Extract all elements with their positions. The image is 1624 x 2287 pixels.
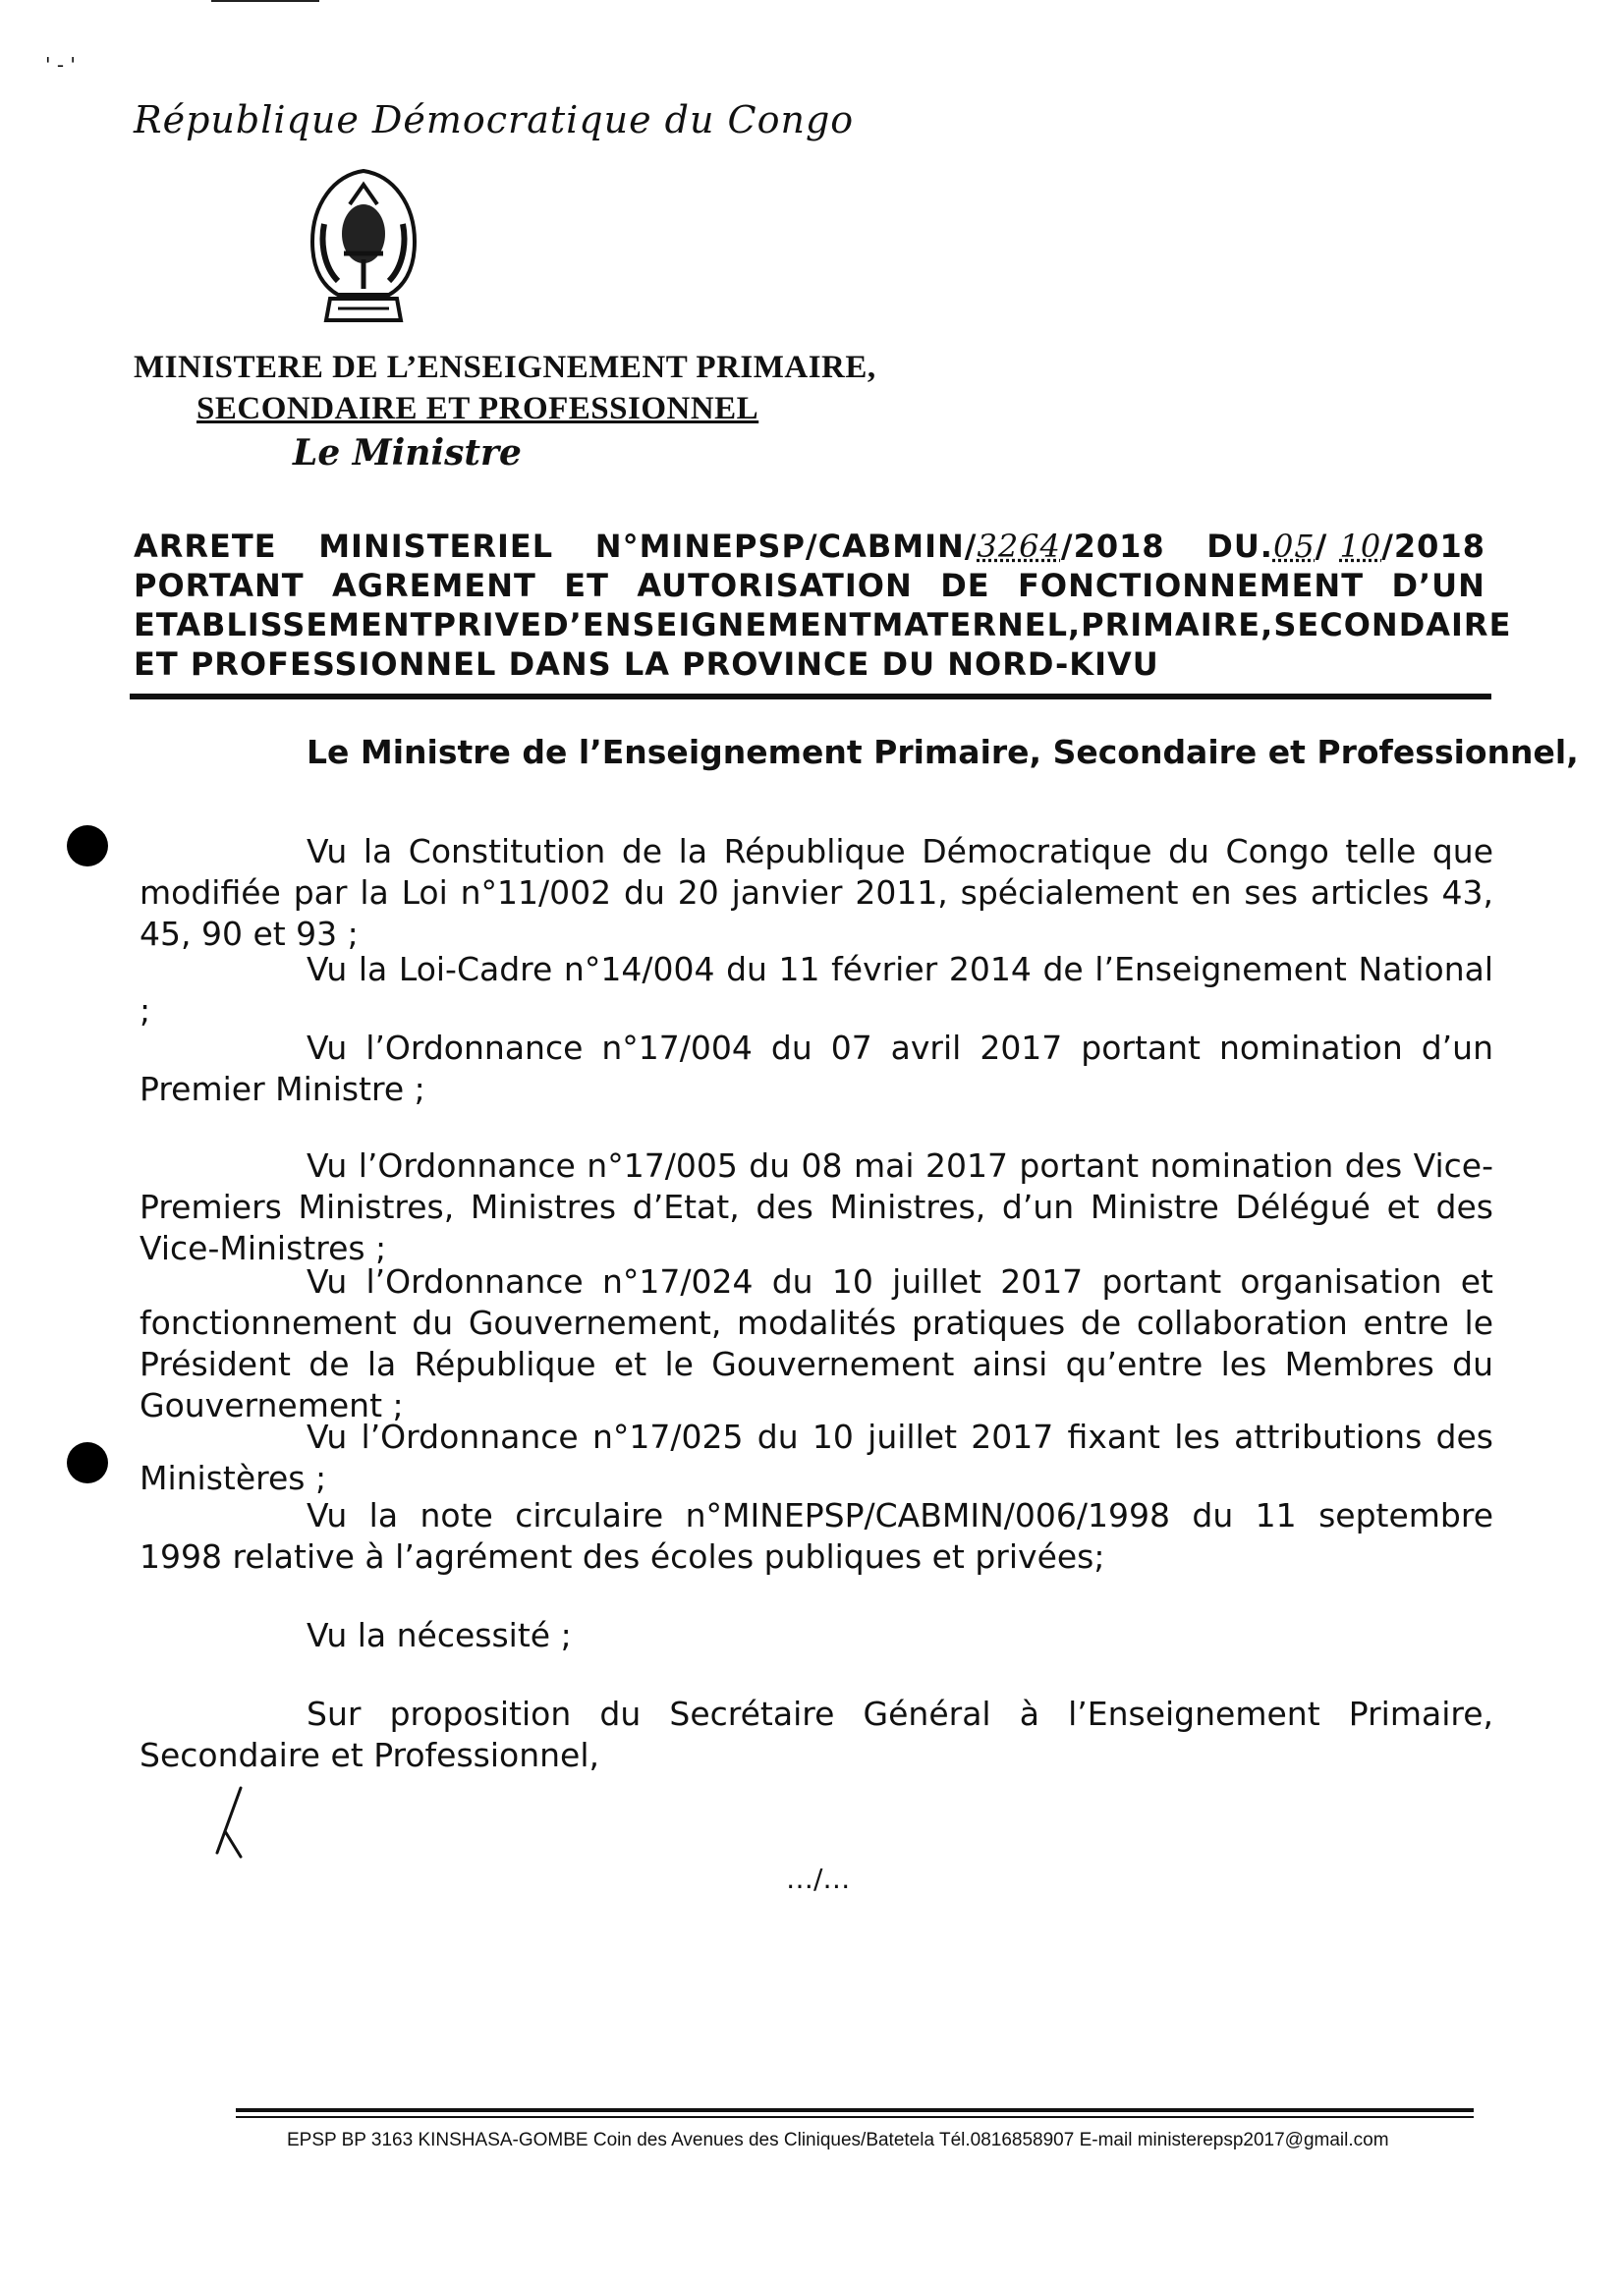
handwritten-initial [211, 1784, 251, 1863]
recital-proposition: Sur proposition du Secrétaire Général à l’Enseignement Primaire, Secondaire et Professionnel, [140, 1695, 1493, 1774]
punch-hole-mark [67, 1442, 108, 1483]
decree-title-line1: ARRETE MINISTERIEL N°MINEPSP/CABMIN/3264/2018 DU.05/ 10/2018 [134, 528, 1485, 565]
le-ministre-signature-title: Le Ministre [293, 432, 522, 474]
recital-constitution: Vu la Constitution de la République Démocratique du Congo telle que modifiée par la Loi n°11/002 du 20 janvier 2011, spécialement en ses articles 43, 45, 90 et 93 ; [140, 832, 1493, 953]
recital-ordonnance-premier-ministre: Vu l’Ordonnance n°17/004 du 07 avril 2017 portant nomination d’un Premier Ministre ; [140, 1029, 1493, 1108]
handwritten-day: 05 [1272, 528, 1316, 565]
handwritten-decree-number: 3264 [977, 528, 1061, 565]
title-divider [130, 694, 1491, 699]
republic-heading: République Démocratique du Congo [134, 98, 855, 141]
punch-hole-mark [67, 825, 108, 866]
footer-contact-info: EPSP BP 3163 KINSHASA-GOMBE Coin des Avenues des Cliniques/Batetela Tél.0816858907 E-mail ministerepsp2017@gmail.com [287, 2130, 1389, 2150]
coat-of-arms-emblem [295, 165, 432, 330]
recital-note-circulaire: Vu la note circulaire n°MINEPSP/CABMIN/006/1998 du 11 septembre 1998 relative à l’agrément des écoles publiques et privées; [140, 1496, 1493, 1576]
decree-title-line2: PORTANT AGREMENT ET AUTORISATION DE FONCTIONNEMENT D’UN [134, 567, 1485, 604]
decree-title [134, 527, 1512, 684]
ministry-name-line2: SECONDAIRE ET PROFESSIONNEL [196, 391, 759, 426]
recital-ordonnance-attributions: Vu l’Ordonnance n°17/025 du 10 juillet 2017 fixant les attributions des Ministères ; [140, 1418, 1493, 1497]
recital-ordonnance-ministres: Vu l’Ordonnance n°17/005 du 08 mai 2017 portant nomination des Vice-Premiers Ministres, Ministres d’Etat, des Ministres, d’un Ministre Délégué et des Vice-Ministres ; [140, 1146, 1493, 1267]
recital-necessite: Vu la nécessité ; [307, 1616, 572, 1654]
page-continuation-mark: …/… [786, 1863, 851, 1895]
recital-ordonnance-gouvernement: Vu l’Ordonnance n°17/024 du 10 juillet 2017 portant organisation et fonctionnement du Gouvernement, modalités pratiques de collaboration entre le Président de la République et le Gouvernement ainsi qu’entre les Membres du Gouvernement ; [140, 1262, 1493, 1424]
footer-rule-thick [236, 2108, 1474, 2112]
scan-corner-marks: ' - ' [45, 53, 76, 77]
footer-rule-thin [236, 2116, 1474, 2118]
minister-heading: Le Ministre de l’Enseignement Primaire, Secondaire et Professionnel, [307, 733, 1579, 771]
decree-title-line4: ET PROFESSIONNEL DANS LA PROVINCE DU NORD-KIVU [134, 645, 1159, 683]
scan-top-line [211, 0, 319, 2]
ministry-name-line1: MINISTERE DE L’ENSEIGNEMENT PRIMAIRE, [134, 350, 876, 385]
handwritten-month: 10 [1339, 528, 1382, 565]
decree-title-line3: ETABLISSEMENT PRIVE D’ENSEIGNEMENT MATERNEL, PRIMAIRE, SECONDAIRE [134, 606, 1512, 643]
recital-loi-cadre: Vu la Loi-Cadre n°14/004 du 11 février 2014 de l’Enseignement National ; [140, 950, 1493, 1030]
